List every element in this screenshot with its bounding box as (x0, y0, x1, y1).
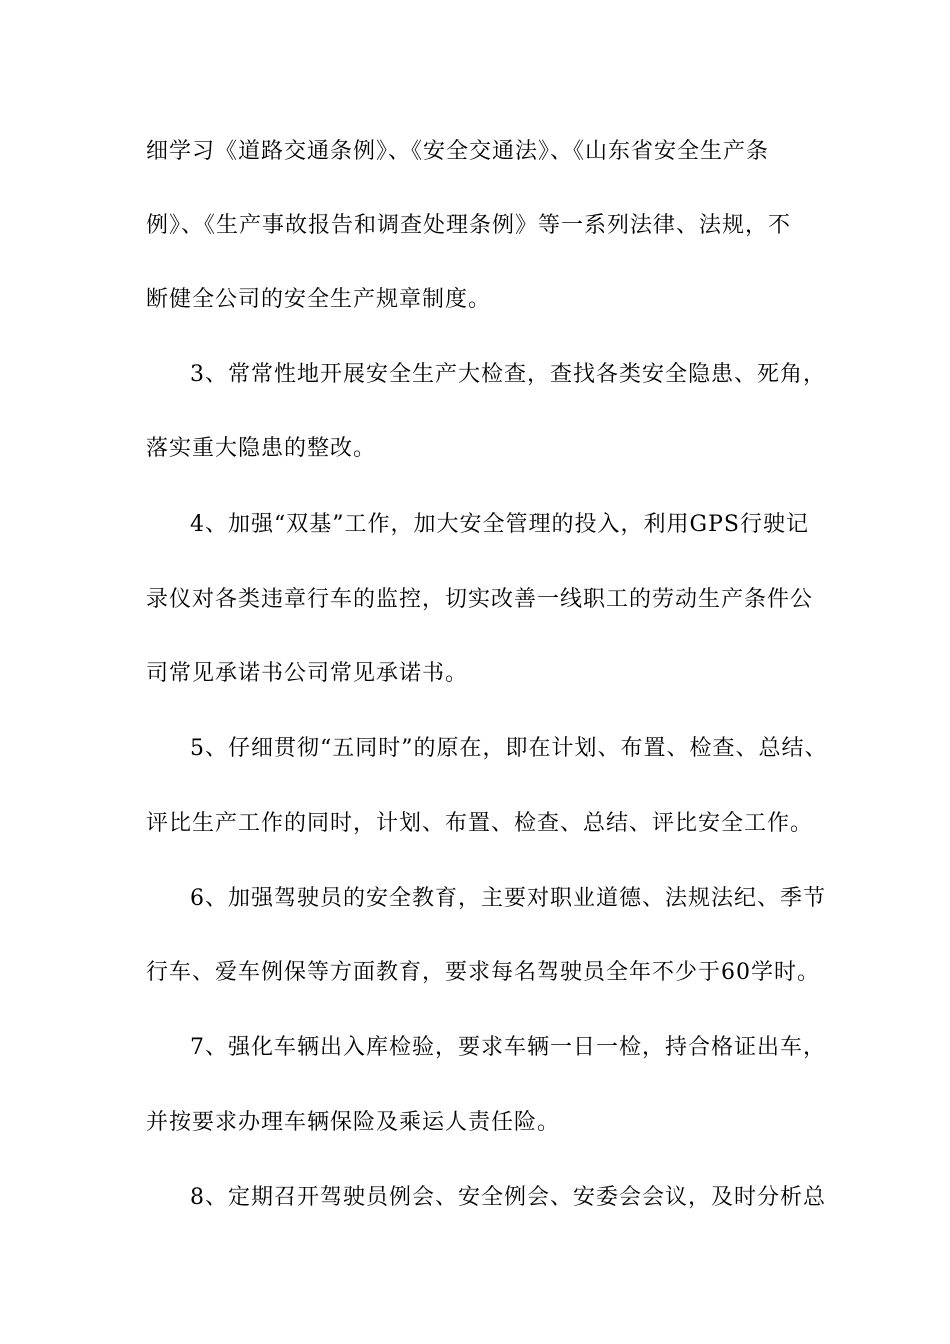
text-line: 例》、《生产事故报告和调查处理条例》等一系列法律、法规，不 (146, 213, 792, 238)
text-line: 录仪对各类违章行车的监控，切实改善一线职工的劳动生产条件公 (146, 587, 814, 612)
text-line: 落实重大隐患的整改。 (146, 436, 377, 461)
paragraph-start-3: 3、常常性地开展安全生产大检查，查找各类安全隐患、死角， (190, 362, 826, 387)
text-line: 细学习《道路交通条例》、《安全交通法》、《山东省安全生产条 (146, 139, 770, 164)
paragraph-start-8: 8、定期召开驾驶员例会、安全例会、安委会会议，及时分析总 (190, 1185, 826, 1210)
text-line: 评比生产工作的同时，计划、布置、检查、总结、评比安全工作。 (146, 811, 814, 836)
text-line: 断健全公司的安全生产规章制度。 (146, 287, 492, 312)
paragraph-start-6: 6、加强驾驶员的安全教育，主要对职业道德、法规法纪、季节 (190, 886, 826, 911)
paragraph-start-7: 7、强化车辆出入库检验，要求车辆一日一检，持合格证出车， (190, 1035, 826, 1060)
paragraph-start-4: 4、加强“双基”工作，加大安全管理的投入，利用GPS行驶记 (190, 512, 809, 537)
paragraph-start-5: 5、仔细贯彻“五同时”的原在，即在计划、布置、检查、总结、 (190, 736, 828, 761)
text-line: 司常见承诺书公司常见承诺书。 (146, 661, 469, 686)
text-line: 行车、爱车例保等方面教育，要求每名驾驶员全年不少于60学时。 (146, 960, 820, 985)
text-line: 并按要求办理车辆保险及乘运人责任险。 (146, 1110, 561, 1135)
